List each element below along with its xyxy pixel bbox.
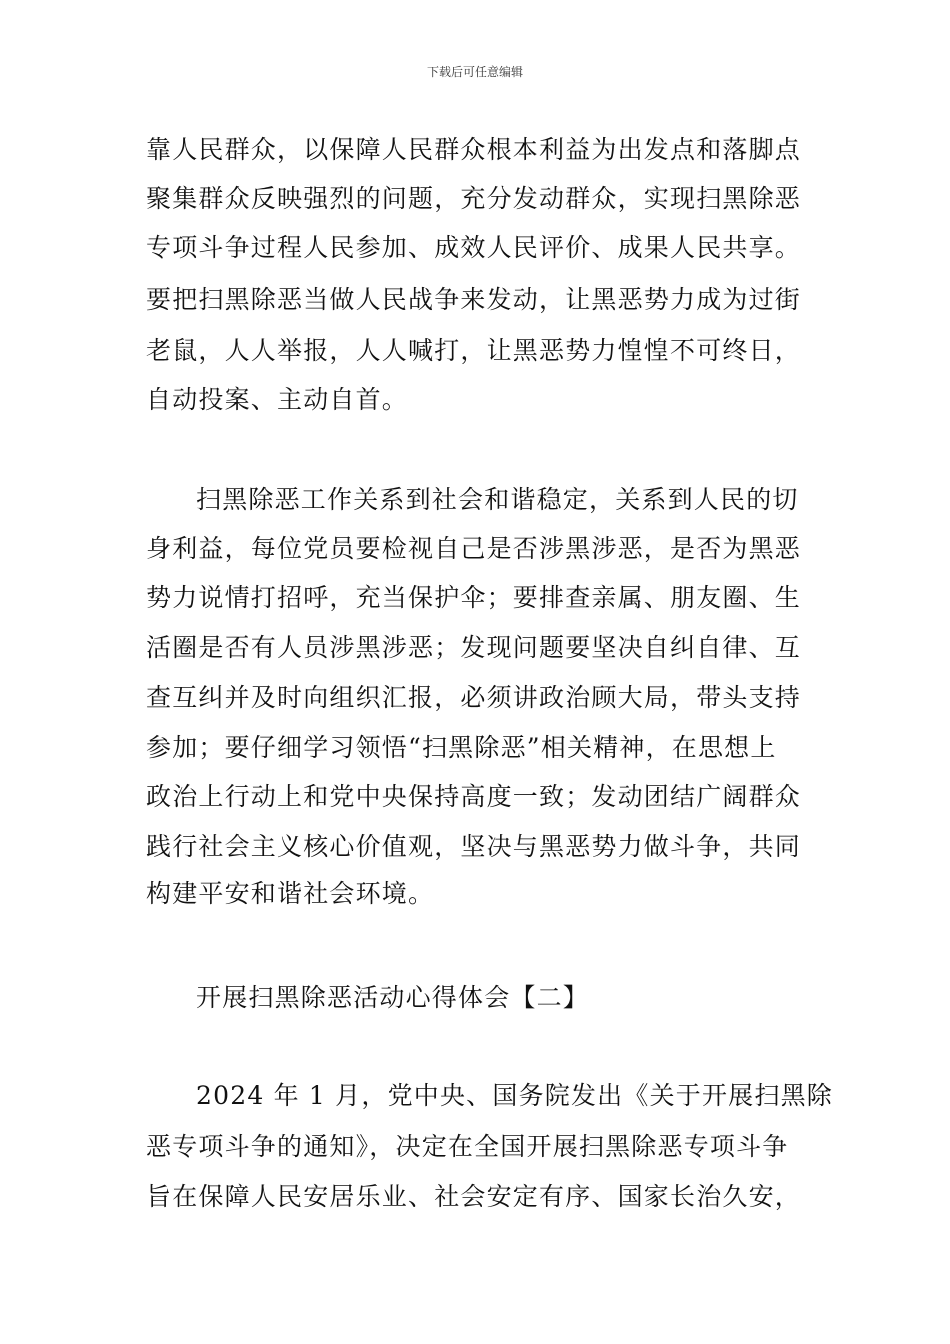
paragraph-1-line-5: 老鼠，人人举报，人人喊打，让黑恶势力惶惶不可终日， bbox=[146, 336, 802, 365]
paragraph-2-line-2: 身利益，每位党员要检视自己是否涉黑涉恶，是否为黑恶 bbox=[146, 534, 802, 563]
paragraph-2-line-1: 扫黑除恶工作关系到社会和谐稳定，关系到人民的切 bbox=[196, 485, 799, 514]
paragraph-1-line-3: 专项斗争过程人民参加、成效人民评价、成果人民共享。 bbox=[146, 233, 802, 262]
paragraph-2-line-4: 活圈是否有人员涉黑涉恶；发现问题要坚决自纠自律、互 bbox=[146, 633, 802, 662]
paragraph-2-line-6: 参加；要仔细学习领悟“扫黑除恶”相关精神，在思想上 bbox=[146, 733, 777, 762]
paragraph-1-line-1: 靠人民群众，以保障人民群众根本利益为出发点和落脚点 bbox=[146, 135, 802, 164]
paragraph-3-line-2: 恶专项斗争的通知》，决定在全国开展扫黑除恶专项斗争 bbox=[146, 1132, 789, 1161]
paragraph-2-line-9: 构建平安和谐社会环境。 bbox=[146, 879, 435, 908]
paragraph-1-line-4: 要把扫黑除恶当做人民战争来发动，让黑恶势力成为过街 bbox=[146, 285, 802, 314]
paragraph-2-line-3: 势力说情打招呼，充当保护伞；要排查亲属、朋友圈、生 bbox=[146, 583, 802, 612]
paragraph-3-line-3: 旨在保障人民安居乐业、社会安定有序、国家长治久安， bbox=[146, 1182, 802, 1211]
paragraph-2-line-7: 政治上行动上和党中央保持高度一致；发动团结广阔群众 bbox=[146, 782, 802, 811]
paragraph-2-line-5: 查互纠并及时向组织汇报，必须讲政治顾大局，带头支持 bbox=[146, 683, 802, 712]
paragraph-1-line-6: 自动投案、主动自首。 bbox=[146, 385, 409, 414]
page-header: 下载后可任意编辑 bbox=[426, 65, 523, 79]
section-heading: 开展扫黑除恶活动心得体会【二】 bbox=[196, 983, 590, 1012]
paragraph-2-line-8: 践行社会主义核心价值观，坚决与黑恶势力做斗争，共同 bbox=[146, 832, 802, 861]
paragraph-3-line-1: 2024 年 1 月，党中央、国务院发出《关于开展扫黑除 bbox=[196, 1081, 833, 1110]
paragraph-1-line-2: 聚集群众反映强烈的问题，充分发动群众，实现扫黑除恶 bbox=[146, 184, 802, 213]
